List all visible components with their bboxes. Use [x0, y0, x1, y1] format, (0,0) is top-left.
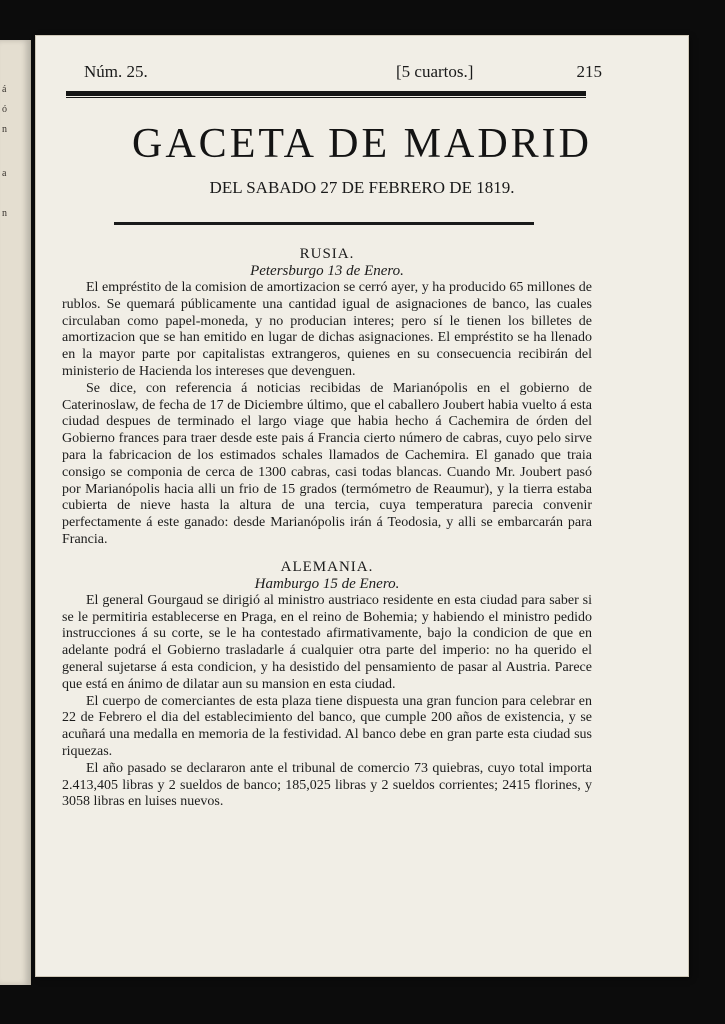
previous-page-edge — [0, 40, 31, 985]
header-rule — [66, 91, 586, 96]
section-title: RUSIA. — [299, 246, 355, 262]
newspaper-page — [36, 36, 688, 976]
paragraph: Se dice, con referencia á noticias recibidas de Marianópolis en el gobierno de Caterinoslaw, de fecha de 17 de Diciembre último, que el caballero Joubert habia vuelto á esta ciudad despues de terminado el largo viage que habia hecho á Cachemira de órden del Gobierno frances para traer desde este pais á Francia cierto número de cabras, cuyo pelo sirve para la fabricacion de los estimados schales llamados de Cachemira. El ganado que traia consigo se componia de cerca de 1300 cabras, casi todas blancas. Cuando Mr. Joubert pasó por Marianópolis hacia alli un frio de 15 grados (termómetro de Reaumur), y la tierra estaba cubierta de nieve hasta la altura de una tercia, cuya temperatura parecia convenir perfectamente á este ganado: desde Marianópolis irán á Teodosia, y alli se embarcarán para Francia. — [62, 380, 592, 547]
prev-page-fragment: n — [2, 208, 7, 219]
section-dateline: Hamburgo 15 de Enero. — [254, 575, 400, 592]
prev-page-fragment: á — [2, 84, 7, 95]
prev-page-fragment: ó — [2, 104, 7, 115]
masthead-title: GACETA DE MADRID — [132, 121, 592, 167]
section-title: ALEMANIA. — [280, 558, 374, 575]
issue-date: DEL SABADO 27 DE FEBRERO DE 1819. — [209, 178, 515, 197]
article-body — [62, 246, 592, 811]
paragraph: El empréstito de la comision de amortizacion se cerró ayer, y ha producido 65 millones de rublos. Se quemará públicamente una cantidad igual de asignaciones de banco, las cuales circulaban como papel-moneda, y no producian interes; pero sí le tienen los billetes de amortizacion que se han emitido en lugar de dichas asignaciones. El empréstito se ha llenado en la mayor parte por capitalistas extrangeros, quienes en su consecuencia recibirán del ministerio de Hacienda los intereses que devenguen. — [62, 280, 592, 379]
page-number: 215 — [576, 62, 602, 81]
price: [5 cuartos.] — [396, 62, 474, 81]
section-rusia — [62, 246, 592, 549]
section-dateline: Petersburgo 13 de Enero. — [250, 263, 404, 279]
paragraph: El general Gourgaud se dirigió al ministro austriaco residente en esta ciudad para saber si se le permitiria establecerse en Praga, en el reino de Bohemia; y habiendo el ministro pedido instrucciones á su corte, se le ha contestado afirmativamente, bajo la condicion de que en adelante podrá el Gobierno trasladarle á cualquier otra parte del imperio: no ha querido el general sujetarse á esta condicion, y ha desistido del pensamiento de pasar al Austria. Parece que está en ánimo de dilatar aun su mansion en esta ciudad. — [62, 592, 592, 692]
paragraph: El año pasado se declararon ante el tribunal de comercio 73 quiebras, cuyo total importa 2.413,405 libras y 2 sueldos de banco; 185,025 libras y 2 sueldos corrientes; 2415 florines, y 3058 libras en luises nuevos. — [62, 760, 592, 810]
issue-number: Núm. 25. — [84, 62, 148, 81]
paragraph: El cuerpo de comerciantes de esta plaza tiene dispuesta una gran funcion para celebrar en 22 de Febrero el dia del establecimiento del banco, que cumple 200 años de existencia, y se acuñará una medalla en memoria de la festividad. Al banco debe en gran parte esta ciudad sus riquezas. — [62, 693, 592, 759]
prev-page-fragment: n — [2, 124, 7, 135]
section-alemania — [62, 559, 592, 811]
prev-page-fragment: a — [2, 168, 7, 179]
masthead-rule — [114, 222, 534, 225]
